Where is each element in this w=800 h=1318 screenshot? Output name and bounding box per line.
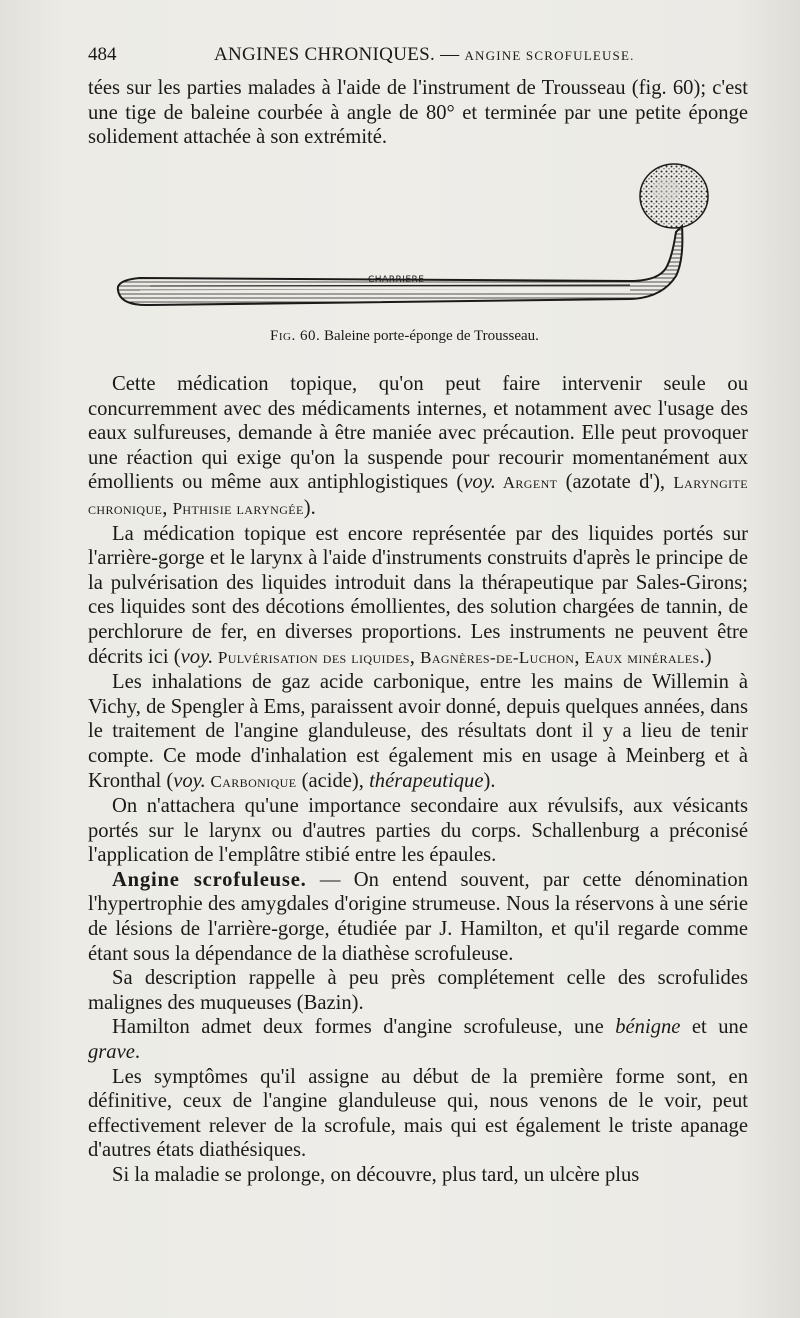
figure-caption: [270, 328, 539, 345]
engraver-mark: CHARRIERE: [368, 275, 425, 285]
italic-term: thérapeutique: [369, 769, 484, 792]
see-ref: voy.: [173, 769, 206, 792]
text-run: ,: [574, 645, 585, 668]
paragraph: [88, 1015, 748, 1064]
paragraph: Les symptômes qu'il assigne au début de la première forme sont, en définitive, ceux de l'angine glanduleuse qui, nous venons de le voir, peut effectivement relever de la scrofule, mais qui est également le triste apanage d'autres états diathésiques.: [88, 1065, 748, 1162]
paragraph: tées sur les parties malades à l'aide de l'instrument de Trousseau (fig. 60); c'est une tige de baleine courbée à angle de 80° et terminée par une petite éponge solidement attachée à son extrémité.: [88, 77, 748, 149]
cross-ref: Pulvérisation des liquides: [213, 647, 410, 667]
text-run: ).: [483, 769, 496, 792]
italic-term: bénigne: [615, 1016, 681, 1039]
whalebone-rod: [118, 226, 683, 305]
text-run: et une: [680, 1016, 748, 1039]
cross-ref: Bagnères-de-Luchon: [420, 647, 575, 667]
sponge-holder-illustration: [110, 160, 720, 320]
text-run: ).: [303, 496, 316, 519]
text-run: Cette médication topique, qu'on peut faire intervenir seule ou concurremment avec des médicaments internes, et notamment avec l'usage des eaux sulfureuses, demande à être maniée avec précaution. Elle peut provoquer une réaction qui exige qu'on la suspende pour recourir momentanément aux émollients ou même aux antiphlogistiques (: [88, 373, 748, 494]
cross-ref: Phthisie laryngée: [172, 498, 304, 518]
section-heading: Angine scrofuleuse.: [112, 868, 307, 891]
text-run: Les inhalations de gaz acide carbonique, entre les mains de Willemin à Vichy, de Spengler à Ems, paraissent avoir donné, depuis quelques années, dans le traitement de l'angine glanduleuse, des résultats dont il y a lieu de tenir compte. Ce mode d'inhalation est également mis en usage à Meinberg et à Kronthal (: [88, 671, 748, 792]
text-run: ,: [162, 496, 173, 519]
cross-ref: Eaux minérales: [584, 647, 700, 667]
paragraph: [88, 522, 748, 671]
see-ref: voy.: [463, 471, 496, 494]
text-run: ,: [409, 645, 421, 668]
text-run: La médication topique est encore représentée par des liquides portés sur l'arrière-gorge et le larynx à l'aide d'instruments construits d'après le principe de la pulvérisation des liquides introduit dans la thérapeutique par Sales-Girons; ces liquides sont des décotions émollientes, des solution chargées de tannin, de perchlorure de fer, en diverses proportions. Les instruments ne peuvent être décrits ici (: [88, 522, 748, 668]
running-title: [214, 44, 635, 66]
paragraph: [88, 670, 748, 794]
paragraph: On n'attachera qu'une importance secondaire aux révulsifs, aux vésicants portés sur le larynx ou d'autres parties du corps. Schallenburg a préconisé l'application de l'emplâtre stibié entre les épaules.: [88, 795, 748, 867]
cross-ref: Argent: [495, 473, 558, 493]
running-header: [88, 44, 748, 70]
figure-label: Fig. 60.: [270, 328, 321, 344]
cross-ref: Carbonique: [205, 771, 297, 791]
text-run: Hamilton admet deux formes d'angine scrofuleuse, une: [112, 1016, 616, 1039]
paragraph: [88, 372, 748, 522]
figure-sponge-holder: [110, 160, 720, 320]
text-block-main: [88, 372, 748, 1188]
chapter-title: ANGINES CHRONIQUES. —: [214, 44, 465, 65]
text-block-top: [88, 76, 748, 150]
caption-text: Baleine porte-éponge de Trousseau.: [320, 328, 539, 344]
text-run: (azotate d'),: [557, 471, 674, 494]
text-run: .): [699, 645, 712, 668]
section-title: ANGINE SCROFULEUSE.: [464, 48, 635, 63]
page-number: 484: [88, 44, 117, 65]
see-ref: voy.: [180, 645, 214, 668]
paragraph: Si la maladie se prolonge, on découvre, plus tard, un ulcère plus: [112, 1164, 640, 1186]
text-run: (acide),: [296, 769, 370, 792]
text-run: .: [134, 1041, 141, 1064]
paragraph: [88, 868, 748, 966]
italic-term: grave: [88, 1041, 135, 1064]
text-run: — On entend souvent, par cette dénomination l'hypertrophie des amygdales d'origine strumeuse. Nous la réservons à une série de lésions de l'arrière-gorge, étudiée par J. Hamilton, et qu'il regarde comme étant sous la dépendance de la diathèse scrofuleuse.: [88, 868, 748, 965]
cross-ref: Laryngite chronique: [88, 473, 748, 518]
paragraph: Sa description rappelle à peu près complétement celle des scrofulides malignes des muqueuses (Bazin).: [88, 967, 748, 1014]
